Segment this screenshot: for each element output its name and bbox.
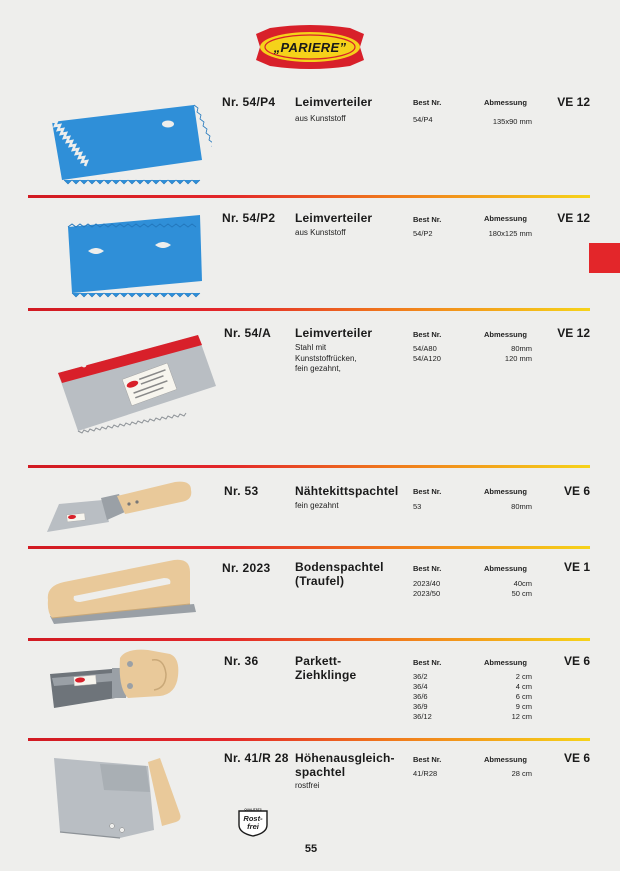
product-name: Leimverteiler bbox=[295, 211, 373, 225]
seam-putty-knife-image bbox=[45, 478, 195, 543]
ve-label: VE 12 bbox=[557, 95, 590, 109]
article-number: Nr. 54/A bbox=[224, 326, 272, 340]
product-description: Stahl mit Kunststoffrücken, fein gezahnt, bbox=[295, 343, 357, 373]
order-numbers: 41/R28 bbox=[413, 769, 438, 778]
parquet-scraper-image bbox=[48, 648, 183, 721]
order-numbers: 36/2 36/4 36/6 36/9 36/12 bbox=[413, 672, 432, 721]
dimensions: 80mm 120 mm bbox=[504, 344, 532, 363]
order-numbers: 54/P2 bbox=[413, 229, 433, 238]
glue-spreader-blue-image bbox=[60, 211, 210, 306]
abmessung-header: Abmessung bbox=[484, 564, 527, 573]
ve-label: VE 12 bbox=[557, 211, 590, 225]
abmessung-header: Abmessung bbox=[484, 755, 527, 764]
section-divider bbox=[28, 465, 590, 468]
product-description: rostfrei bbox=[295, 781, 320, 790]
ve-label: VE 6 bbox=[563, 484, 590, 498]
product-description: aus Kunststoff bbox=[295, 114, 346, 123]
product-name: Nähtekittspachtel bbox=[295, 484, 399, 498]
floor-trowel-image bbox=[44, 556, 204, 635]
product-name: Bodenspachtel (Traufel) bbox=[295, 560, 384, 588]
page-number: 55 bbox=[304, 843, 318, 855]
order-numbers: 53 bbox=[413, 502, 422, 511]
best-nr-header: Best Nr. bbox=[413, 658, 442, 667]
side-tab-marker bbox=[589, 243, 620, 273]
product-name: Leimverteiler bbox=[295, 95, 373, 109]
dimensions: 80mm bbox=[511, 502, 532, 511]
ve-label: VE 6 bbox=[563, 654, 590, 668]
best-nr-header: Best Nr. bbox=[413, 487, 442, 496]
svg-text:frei: frei bbox=[247, 822, 259, 831]
best-nr-header: Best Nr. bbox=[413, 215, 442, 224]
abmessung-header: Abmessung bbox=[484, 214, 527, 223]
abmessung-header: Abmessung bbox=[484, 658, 527, 667]
abmessung-header: Abmessung bbox=[484, 487, 527, 496]
dimensions: 2 cm 4 cm 6 cm 9 cm 12 cm bbox=[511, 672, 532, 721]
pariere-logo bbox=[250, 24, 370, 70]
abmessung-header: Abmessung bbox=[484, 98, 527, 107]
dimensions: 28 cm bbox=[511, 769, 532, 778]
ve-label: VE 1 bbox=[563, 560, 590, 574]
order-numbers: 2023/40 2023/50 bbox=[413, 579, 441, 598]
best-nr-header: Best Nr. bbox=[413, 330, 442, 339]
article-number: Nr. 36 bbox=[224, 654, 259, 668]
best-nr-header: Best Nr. bbox=[413, 98, 442, 107]
article-number: Nr. 41/R 28 bbox=[224, 751, 289, 765]
svg-text:QUALITÄTS: QUALITÄTS bbox=[244, 807, 262, 812]
product-description: fein gezahnt bbox=[295, 501, 339, 510]
svg-text:Rost-: Rost- bbox=[243, 814, 263, 823]
product-name: Leimverteiler bbox=[295, 326, 373, 340]
logo-text: „PARIERE” bbox=[273, 39, 347, 55]
dimensions: 40cm 50 cm bbox=[511, 579, 532, 598]
dimensions: 135x90 mm bbox=[492, 117, 532, 126]
best-nr-header: Best Nr. bbox=[413, 564, 442, 573]
glue-spreader-blue-image bbox=[42, 100, 212, 190]
leveling-spatula-image bbox=[50, 752, 185, 847]
product-name: Höhenausgleich- spachtel bbox=[295, 751, 395, 779]
best-nr-header: Best Nr. bbox=[413, 755, 442, 764]
section-divider bbox=[28, 546, 590, 549]
product-description: aus Kunststoff bbox=[295, 228, 346, 237]
section-divider bbox=[28, 308, 590, 311]
article-number: Nr. 54/P4 bbox=[222, 95, 276, 109]
ve-label: VE 6 bbox=[563, 751, 590, 765]
section-divider bbox=[28, 195, 590, 198]
ve-label: VE 12 bbox=[557, 326, 590, 340]
article-number: Nr. 54/P2 bbox=[222, 211, 276, 225]
order-numbers: 54/A80 54/A120 bbox=[413, 344, 441, 363]
abmessung-header: Abmessung bbox=[484, 330, 527, 339]
product-name: Parkett- Ziehklinge bbox=[295, 654, 357, 682]
dimensions: 180x125 mm bbox=[488, 229, 532, 238]
rostfrei-badge bbox=[237, 807, 269, 837]
order-numbers: 54/P4 bbox=[413, 115, 433, 124]
section-divider bbox=[28, 638, 590, 641]
section-divider bbox=[28, 738, 590, 741]
article-number: Nr. 2023 bbox=[222, 561, 271, 575]
article-number: Nr. 53 bbox=[224, 484, 259, 498]
steel-glue-spreader-image bbox=[48, 331, 218, 451]
